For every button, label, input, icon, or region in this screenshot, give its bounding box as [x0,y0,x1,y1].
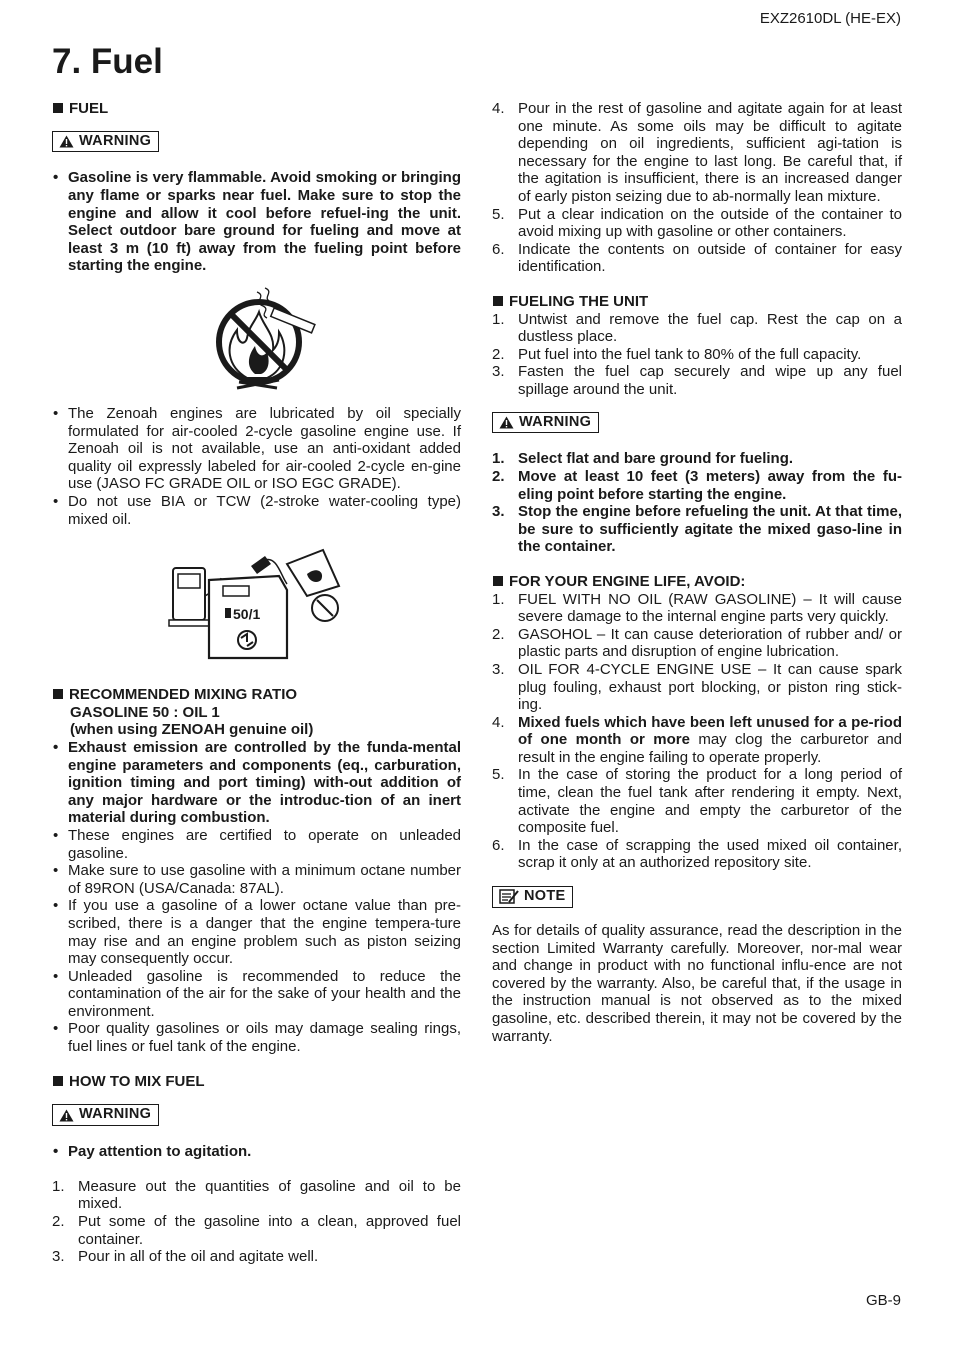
list-item: 6. Indicate the contents on outside of container for easy identification. [492,240,902,276]
list-item: 5. Put a clear indication on the outside of the container to avoid mixing up with gasoline or other containers. [492,205,902,241]
warning-text: • Pay attention to agitation. [52,1143,461,1161]
list-item: 6. In the case of scrapping the used mixed oil container, scrap it only at an authorized repository site. [492,836,902,872]
avoid-heading: FOR YOUR ENGINE LIFE, AVOID: [492,573,902,591]
note-icon [499,889,519,904]
list-item: 3. Stop the engine before refueling the unit. At that time, be sure to sufficiently agitate the mixed gaso-line in the container. [492,503,902,556]
note-badge: NOTE [492,886,573,908]
list-item: 2. Put some of the gasoline into a clean, approved fuel container. [52,1212,461,1248]
no-smoking-figure [52,286,461,394]
list-item: 1. Select flat and bare ground for fueling. [492,450,794,468]
mixing-ratio-note: (when using ZENOAH genuine oil) [70,721,314,739]
list-item: 4. Mixed fuels which have been left unused for a pe-riod of one month or more may clog the carburetor and result in the engine failing to operate properly. [492,713,903,766]
mixing-bullets [52,739,461,1056]
fueling-heading: FUELING THE UNIT [492,293,902,311]
list-item: 1. Measure out the quantities of gasoline and oil to be mixed. [52,1177,461,1213]
list-item: 2. GASOHOL – It can cause deterioration of rubber and/ or plastic parts and disruption of engine lubrication. [492,625,902,661]
list-item: 1. FUEL WITH NO OIL (RAW GASOLINE) – It will cause severe damage to the internal engine parts very quickly. [492,590,902,626]
mix-steps-continued [492,100,902,276]
header-model: EXZ2610DL (HE-EX) [759,10,901,27]
warning-triangle-icon [59,135,74,148]
warning-badge: WARNING [492,412,599,434]
mix-steps [52,1178,461,1266]
fuel-can-figure [52,546,461,664]
list-item: 2. Put fuel into the fuel tank to 80% of the full capacity. [492,345,862,363]
list-item: 3. Fasten the fuel cap securely and wipe up any fuel spillage around the unit. [492,363,902,398]
list-item: • Make sure to use gasoline with a minimum octane number of 89RON (USA/Canada: 87AL). [52,862,461,897]
how-to-mix-heading: HOW TO MIX FUEL [52,1073,461,1091]
list-item: • These engines are certified to operate on unleaded gasoline. [52,827,461,862]
list-item: 5. In the case of storing the product for a long period of time, clean the fuel tank after rendering it empty. Next, activate the engine and empty the carburetor of the composite fuel. [492,766,902,837]
warning-list [52,169,461,275]
square-bullet-icon [493,296,503,306]
warning-triangle-icon [59,1109,74,1122]
mixing-ratio-heading: RECOMMENDED MIXING RATIO [52,686,461,704]
mixing-ratio-value: GASOLINE 50 : OIL 1 [70,703,220,721]
no-smoking-flame-icon [197,286,317,394]
warning-triangle-icon [499,416,514,429]
fueling-warning-steps [492,450,902,556]
square-bullet-icon [53,1076,63,1086]
warning-text: • Gasoline is very flammable. Avoid smoking or bringing any flame or sparks near fuel. Make sure to stop the engine and allow it cool before refuel-ing the unit. Select outdoor bare ground for fueling and move at least 3 m (10 ft) away from the fueling point before starting the engine. [52,169,461,275]
list-item: 2. Move at least 10 feet (3 meters) away from the fu-eling point before starting the engine. [492,467,902,503]
warning-badge: WARNING [52,1104,159,1126]
square-bullet-icon [493,576,503,586]
agitation-warning [52,1143,461,1161]
list-item: 3. Pour in all of the oil and agitate well. [52,1248,319,1266]
list-item: 1. Untwist and remove the fuel cap. Rest the cap on a dustless place. [492,310,902,346]
list-item: • The Zenoah engines are lubricated by oil specially formulated for air-cooled 2-cycle gasoline engine use. If Zenoah oil is not available, use an anti-oxidant added quality oil expressly labeled for air-cooled 2-cycle en-gine use (JASO FC GRADE OIL or ISO EGC GRADE). [52,405,461,493]
fuel-can-icon [167,546,347,664]
square-bullet-icon [53,103,63,113]
note-text: As for details of quality assurance, read the description in the section Limited Warranty carefully. Moreover, nor-mal wear and change in product with no functional influ-ence are not covered by the warranty. Also, be careful that, if the usage in the instruction manual is not observed as to the mixed gasoline, etc. described therein, it may not be covered by the warranty. [492,921,902,1045]
warning-badge: WARNING [52,131,159,153]
list-item: • Exhaust emission are controlled by the funda-mental engine parameters and components (eq., carburation, ignition timing and port timing) with-out addition of any major hardware or the introduc-tion of an inert material during combustion. [52,739,461,827]
oil-bullets [52,405,461,528]
list-item: 4. Pour in the rest of gasoline and agitate again for at least one minute. As some oils may be difficult to agitate depending on oil ingredients, sufficient agi-tation is necessary for the engine to last long. Be careful that, if the agitation is insufficient, there is an increased danger of early piston seizing due to ab-normally lean mixture. [492,100,902,205]
fueling-steps [492,311,902,399]
list-item: • Unleaded gasoline is recommended to reduce the contamination of the air for the sake of your health and the environment. [52,968,461,1021]
list-item: 3. OIL FOR 4-CYCLE ENGINE USE – It can cause spark plug fouling, exhaust port blocking, or piston ring stick-ing. [492,660,902,714]
list-item: • Poor quality gasolines or oils may damage sealing rings, fuel lines or fuel tank of the engine. [52,1020,461,1055]
square-bullet-icon [53,689,63,699]
list-item: • Do not use BIA or TCW (2-stroke water-cooling type) mixed oil. [52,493,461,528]
can-ratio-label: 50/1 [232,606,260,623]
page-title: 7. Fuel [52,42,163,81]
list-item: • If you use a gasoline of a lower octane value than pre-scribed, there is a danger that the engine tempera-ture may rise and an engine problem such as piston seizing may consequently occur. [52,897,461,967]
right-column [492,100,902,1045]
avoid-list [492,591,902,873]
left-column [52,100,461,1266]
fuel-heading: FUEL [52,100,461,118]
page-number: GB-9 [865,1292,901,1309]
